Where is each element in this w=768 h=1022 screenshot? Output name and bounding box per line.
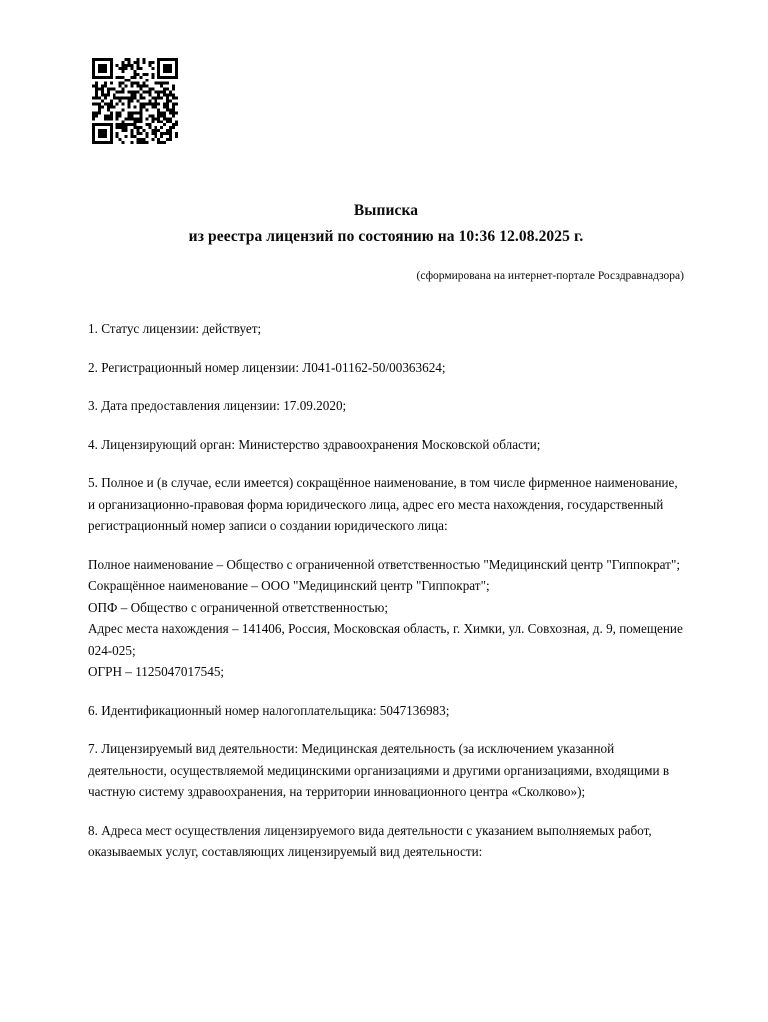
paragraph-issue-date: 3. Дата предоставления лицензии: 17.09.2020;	[88, 398, 347, 413]
detail-ogrn: ОГРН – 1125047017545;	[88, 664, 225, 679]
detail-address: Адрес места нахождения – 141406, Россия, Московская область, г. Химки, ул. Совхозная, д. 9, помещение 024-025;	[88, 621, 683, 658]
qr-code	[92, 58, 178, 144]
document-subtitle: (сформирована на интернет-портале Росздравнадзора)	[416, 270, 684, 282]
title-line-2: из реестра лицензий по состоянию на 10:36 12.08.2025 г.	[188, 228, 584, 245]
qr-code-image	[92, 58, 178, 144]
paragraph-status: 1. Статус лицензии: действует;	[88, 321, 262, 336]
paragraph-licensing-authority: 4. Лицензирующий орган: Министерство здравоохранения Московской области;	[88, 436, 541, 452]
document-title	[88, 198, 684, 250]
detail-legal-form: ОПФ – Общество с ограниченной ответственностью;	[88, 599, 389, 615]
detail-short-name: Сокращённое наименование – ООО "Медицинский центр "Гиппократ";	[88, 578, 490, 593]
paragraph-activity-type: 7. Лицензируемый вид деятельности: Медицинская деятельность (за исключением указанной деятельности, осуществляемой медицинскими организациями и другими организациями, входящими в частную систему здравоохранения, на территории инновационного центра «Сколково»);	[88, 741, 670, 799]
detail-full-name: Полное наименование – Общество с ограниченной ответственностью "Медицинский центр "Гиппократ";	[88, 556, 680, 572]
document-body	[88, 318, 688, 880]
entity-details-group	[88, 554, 688, 683]
paragraph-addresses-header: 8. Адреса мест осуществления лицензируемого вида деятельности с указанием выполняемых работ, оказываемых услуг, составляющих лицензируемый вид деятельности:	[88, 822, 652, 859]
paragraph-inn: 6. Идентификационный номер налогоплательщика: 5047136983;	[88, 702, 450, 718]
paragraph-registration-number: 2. Регистрационный номер лицензии: Л041-01162-50/00363624;	[88, 359, 446, 375]
paragraph-entity-info-header: 5. Полное и (в случае, если имеется) сокращённое наименование, в том числе фирменное наименование, и организационно-правовая форма юридического лица, адрес его места нахождения, государственный регистрационный номер записи о создании юридического лица:	[88, 475, 678, 533]
title-line-1: Выписка	[353, 202, 419, 219]
